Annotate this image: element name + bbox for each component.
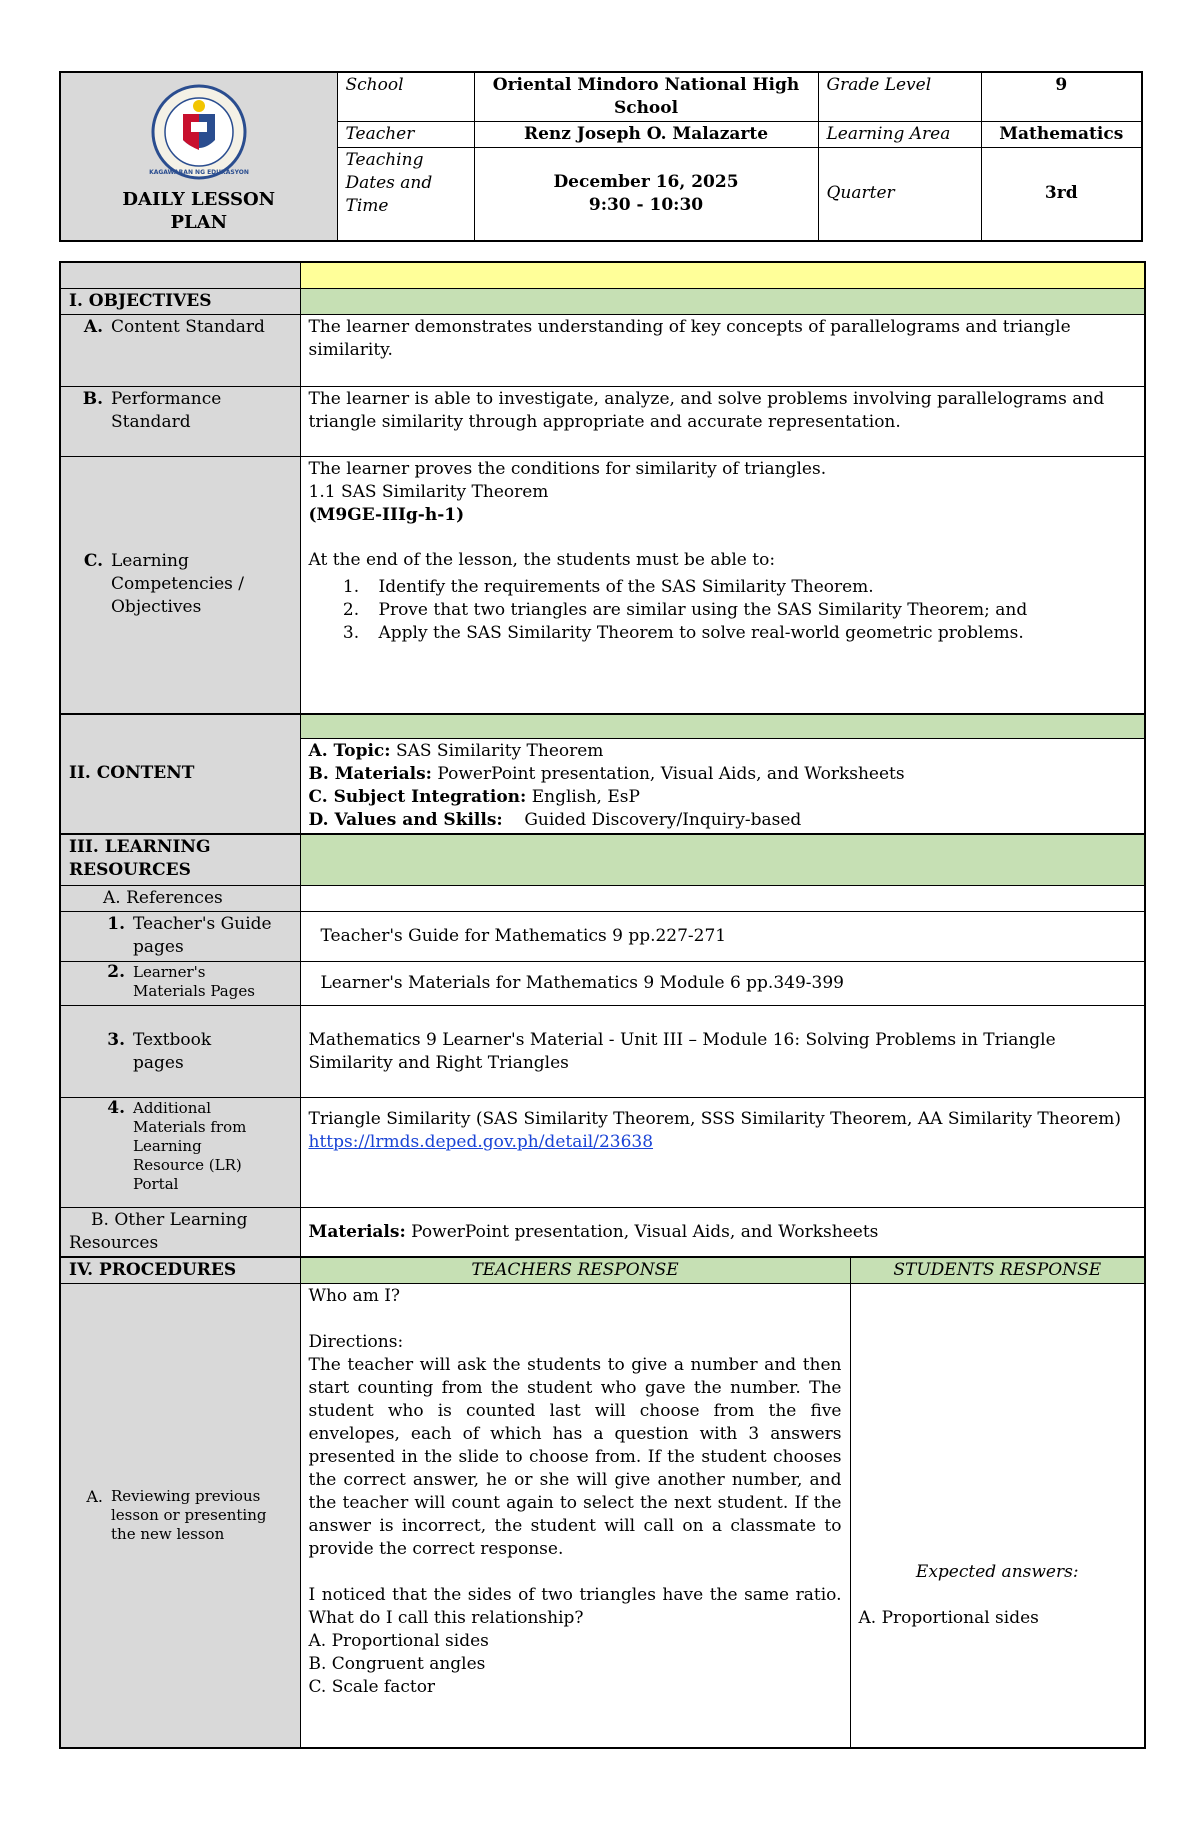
competencies-label (60, 456, 300, 714)
tb-num: 3. (107, 1029, 125, 1050)
choice-b: B. Congruent angles (308, 1654, 486, 1674)
competencies-cell (300, 456, 1145, 714)
procedure-a-label (60, 1284, 300, 1748)
performance-standard-letter: B. (82, 388, 103, 409)
competency-code: (M9GE-IIIg-h-1) (308, 504, 465, 525)
directions-label: Directions: (308, 1332, 404, 1352)
integration-label: C. Subject Integration: (308, 786, 527, 807)
yellow-band (300, 262, 1145, 288)
tb-label (60, 1006, 300, 1098)
expected-answers-label: Expected answers: (915, 1562, 1079, 1582)
values-label: D. Values and Skills: (308, 809, 503, 830)
add-value: Triangle Similarity (SAS Similarity Theorem, SSS Similarity Theorem, AA Similarity Theorem) (308, 1109, 1121, 1129)
integration-line (309, 786, 1137, 809)
performance-standard-text: The learner is able to investigate, analyze, and solve problems involving parallelograms and triangle similarity through appropriate and accurate representation. (300, 386, 1145, 456)
add-label-text: Additional Materials from Learning Resource (LR) Portal (133, 1099, 247, 1193)
add-num: 4. (107, 1098, 125, 1118)
school-value: Oriental Mindoro National High School (474, 72, 818, 122)
list-item: 1. Identify the requirements of the SAS Similarity Theorem. (365, 576, 1137, 599)
question-text: I noticed that the sides of two triangles have the same ratio. What do I call this relationship? (308, 1585, 842, 1628)
topic-line (309, 740, 1137, 763)
tg-label-text: Teacher's Guide pages (133, 914, 272, 957)
directions-text: The teacher will ask the students to give a number and then start counting from the student who gave the number. The student who is counted last will choose from the five envelopes, each of which has a question with 3 answers presented in the slide to choose from. If the student chooses the correct answer, he or she will give another number, and the teacher will count again to select the next student. If the answer is incorrect, the student will call on a classmate to provide the correct response. (308, 1355, 842, 1559)
other-value: PowerPoint presentation, Visual Aids, and Worksheets (411, 1221, 879, 1242)
other-value-label: Materials: (308, 1221, 406, 1242)
content-standard-label-text: Content Standard (111, 316, 265, 337)
materials-value: PowerPoint presentation, Visual Aids, and Worksheets (437, 763, 905, 784)
dates-label: Teaching Dates and Time (337, 148, 474, 241)
lm-label (60, 962, 300, 1006)
content-details (300, 738, 1145, 834)
content-standard-letter: A. (83, 316, 103, 337)
content-heading: II. CONTENT (60, 714, 300, 834)
area-label: Learning Area (818, 122, 981, 148)
who-am-i: Who am I? (308, 1286, 401, 1306)
header-table (59, 71, 1143, 242)
performance-standard-label (60, 386, 300, 456)
lm-value: Learner's Materials for Mathematics 9 Module 6 pp.349-399 (300, 962, 1145, 1006)
lrmds-link[interactable]: https://lrmds.deped.gov.ph/detail/23638 (308, 1132, 654, 1152)
materials-line (309, 763, 1137, 786)
area-value: Mathematics (981, 122, 1142, 148)
procedure-a-letter: A. (86, 1486, 103, 1506)
add-label (60, 1098, 300, 1208)
tg-label (60, 912, 300, 962)
other-value-cell (300, 1208, 1145, 1258)
values-value: Guided Discovery/Inquiry-based (524, 809, 802, 830)
content-band (300, 714, 1145, 738)
choice-a: A. Proportional sides (308, 1631, 489, 1651)
doc-title-line2: PLAN (170, 211, 228, 233)
teachers-response-cell (300, 1284, 850, 1748)
tg-num: 1. (107, 914, 125, 934)
dates-value-line2: 9:30 - 10:30 (588, 194, 704, 215)
lesson-table (59, 261, 1146, 1749)
other-letter: B. (91, 1210, 109, 1230)
integration-value: English, EsP (531, 786, 640, 807)
objectives-band (300, 288, 1145, 314)
dates-value (474, 148, 818, 241)
competency-statement: The learner proves the conditions for similarity of triangles. (308, 458, 827, 479)
teacher-label: Teacher (337, 122, 474, 148)
other-label-text: Other Learning Resources (69, 1210, 248, 1253)
list-item: 3. Apply the SAS Similarity Theorem to solve real-world geometric problems. (365, 622, 1137, 645)
list-item: 2. Prove that two triangles are similar using the SAS Similarity Theorem; and (365, 599, 1137, 622)
resources-band (300, 834, 1145, 886)
procedures-heading: IV. PROCEDURES (60, 1257, 300, 1284)
performance-standard-label-text: Performance Standard (111, 388, 222, 432)
logo-title-cell (60, 72, 337, 241)
values-line (309, 809, 1137, 832)
lm-num: 2. (107, 962, 125, 982)
dates-value-line1: December 16, 2025 (553, 171, 739, 192)
content-standard-text: The learner demonstrates understanding of key concepts of parallelograms and triangle similarity. (300, 314, 1145, 386)
teacher-value: Renz Joseph O. Malazarte (474, 122, 818, 148)
school-label: School (337, 72, 474, 122)
competencies-label-text: Learning Competencies / Objectives (111, 551, 245, 618)
objectives-list (309, 576, 1137, 645)
objectives-heading: I. OBJECTIVES (60, 288, 300, 314)
students-response-cell (850, 1284, 1145, 1748)
quarter-value: 3rd (981, 148, 1142, 241)
svg-text:KAGAWARAN NG EDUKASYON: KAGAWARAN NG EDUKASYON (148, 168, 249, 176)
choice-c: C. Scale factor (308, 1677, 436, 1697)
other-resources-label (60, 1208, 300, 1258)
tg-value: Teacher's Guide for Mathematics 9 pp.227-271 (300, 912, 1145, 962)
doc-title-line1: DAILY LESSON (122, 188, 276, 210)
deped-seal-icon (143, 84, 255, 180)
materials-label: B. Materials: (308, 763, 432, 784)
resources-heading: III. LEARNING RESOURCES (60, 834, 300, 886)
tb-value: Mathematics 9 Learner's Material - Unit III – Module 16: Solving Problems in Triangle Similarity and Right Triangles (300, 1006, 1145, 1098)
references-label: A. References (60, 886, 300, 912)
competencies-letter: C. (83, 551, 103, 572)
topic-value: SAS Similarity Theorem (395, 740, 604, 761)
students-response-header: STUDENTS RESPONSE (850, 1257, 1145, 1284)
procedure-a-text: Reviewing previous lesson or presenting the new lesson (111, 1486, 267, 1543)
content-standard-label (60, 314, 300, 386)
tb-label-text: Textbook pages (133, 1029, 212, 1073)
references-empty (300, 886, 1145, 912)
expected-answer: A. Proportional sides (858, 1608, 1039, 1628)
grade-value: 9 (981, 72, 1142, 122)
lm-label-text: Learner's Materials Pages (133, 963, 255, 1000)
spacer-cell (60, 262, 300, 288)
topic-label: A. Topic: (308, 740, 391, 761)
competency-theorem: 1.1 SAS Similarity Theorem (308, 481, 549, 502)
objectives-intro: At the end of the lesson, the students must be able to: (308, 549, 776, 570)
add-value-cell (300, 1098, 1145, 1208)
grade-label: Grade Level (818, 72, 981, 122)
teachers-response-header: TEACHERS RESPONSE (300, 1257, 850, 1284)
quarter-label: Quarter (818, 148, 981, 241)
